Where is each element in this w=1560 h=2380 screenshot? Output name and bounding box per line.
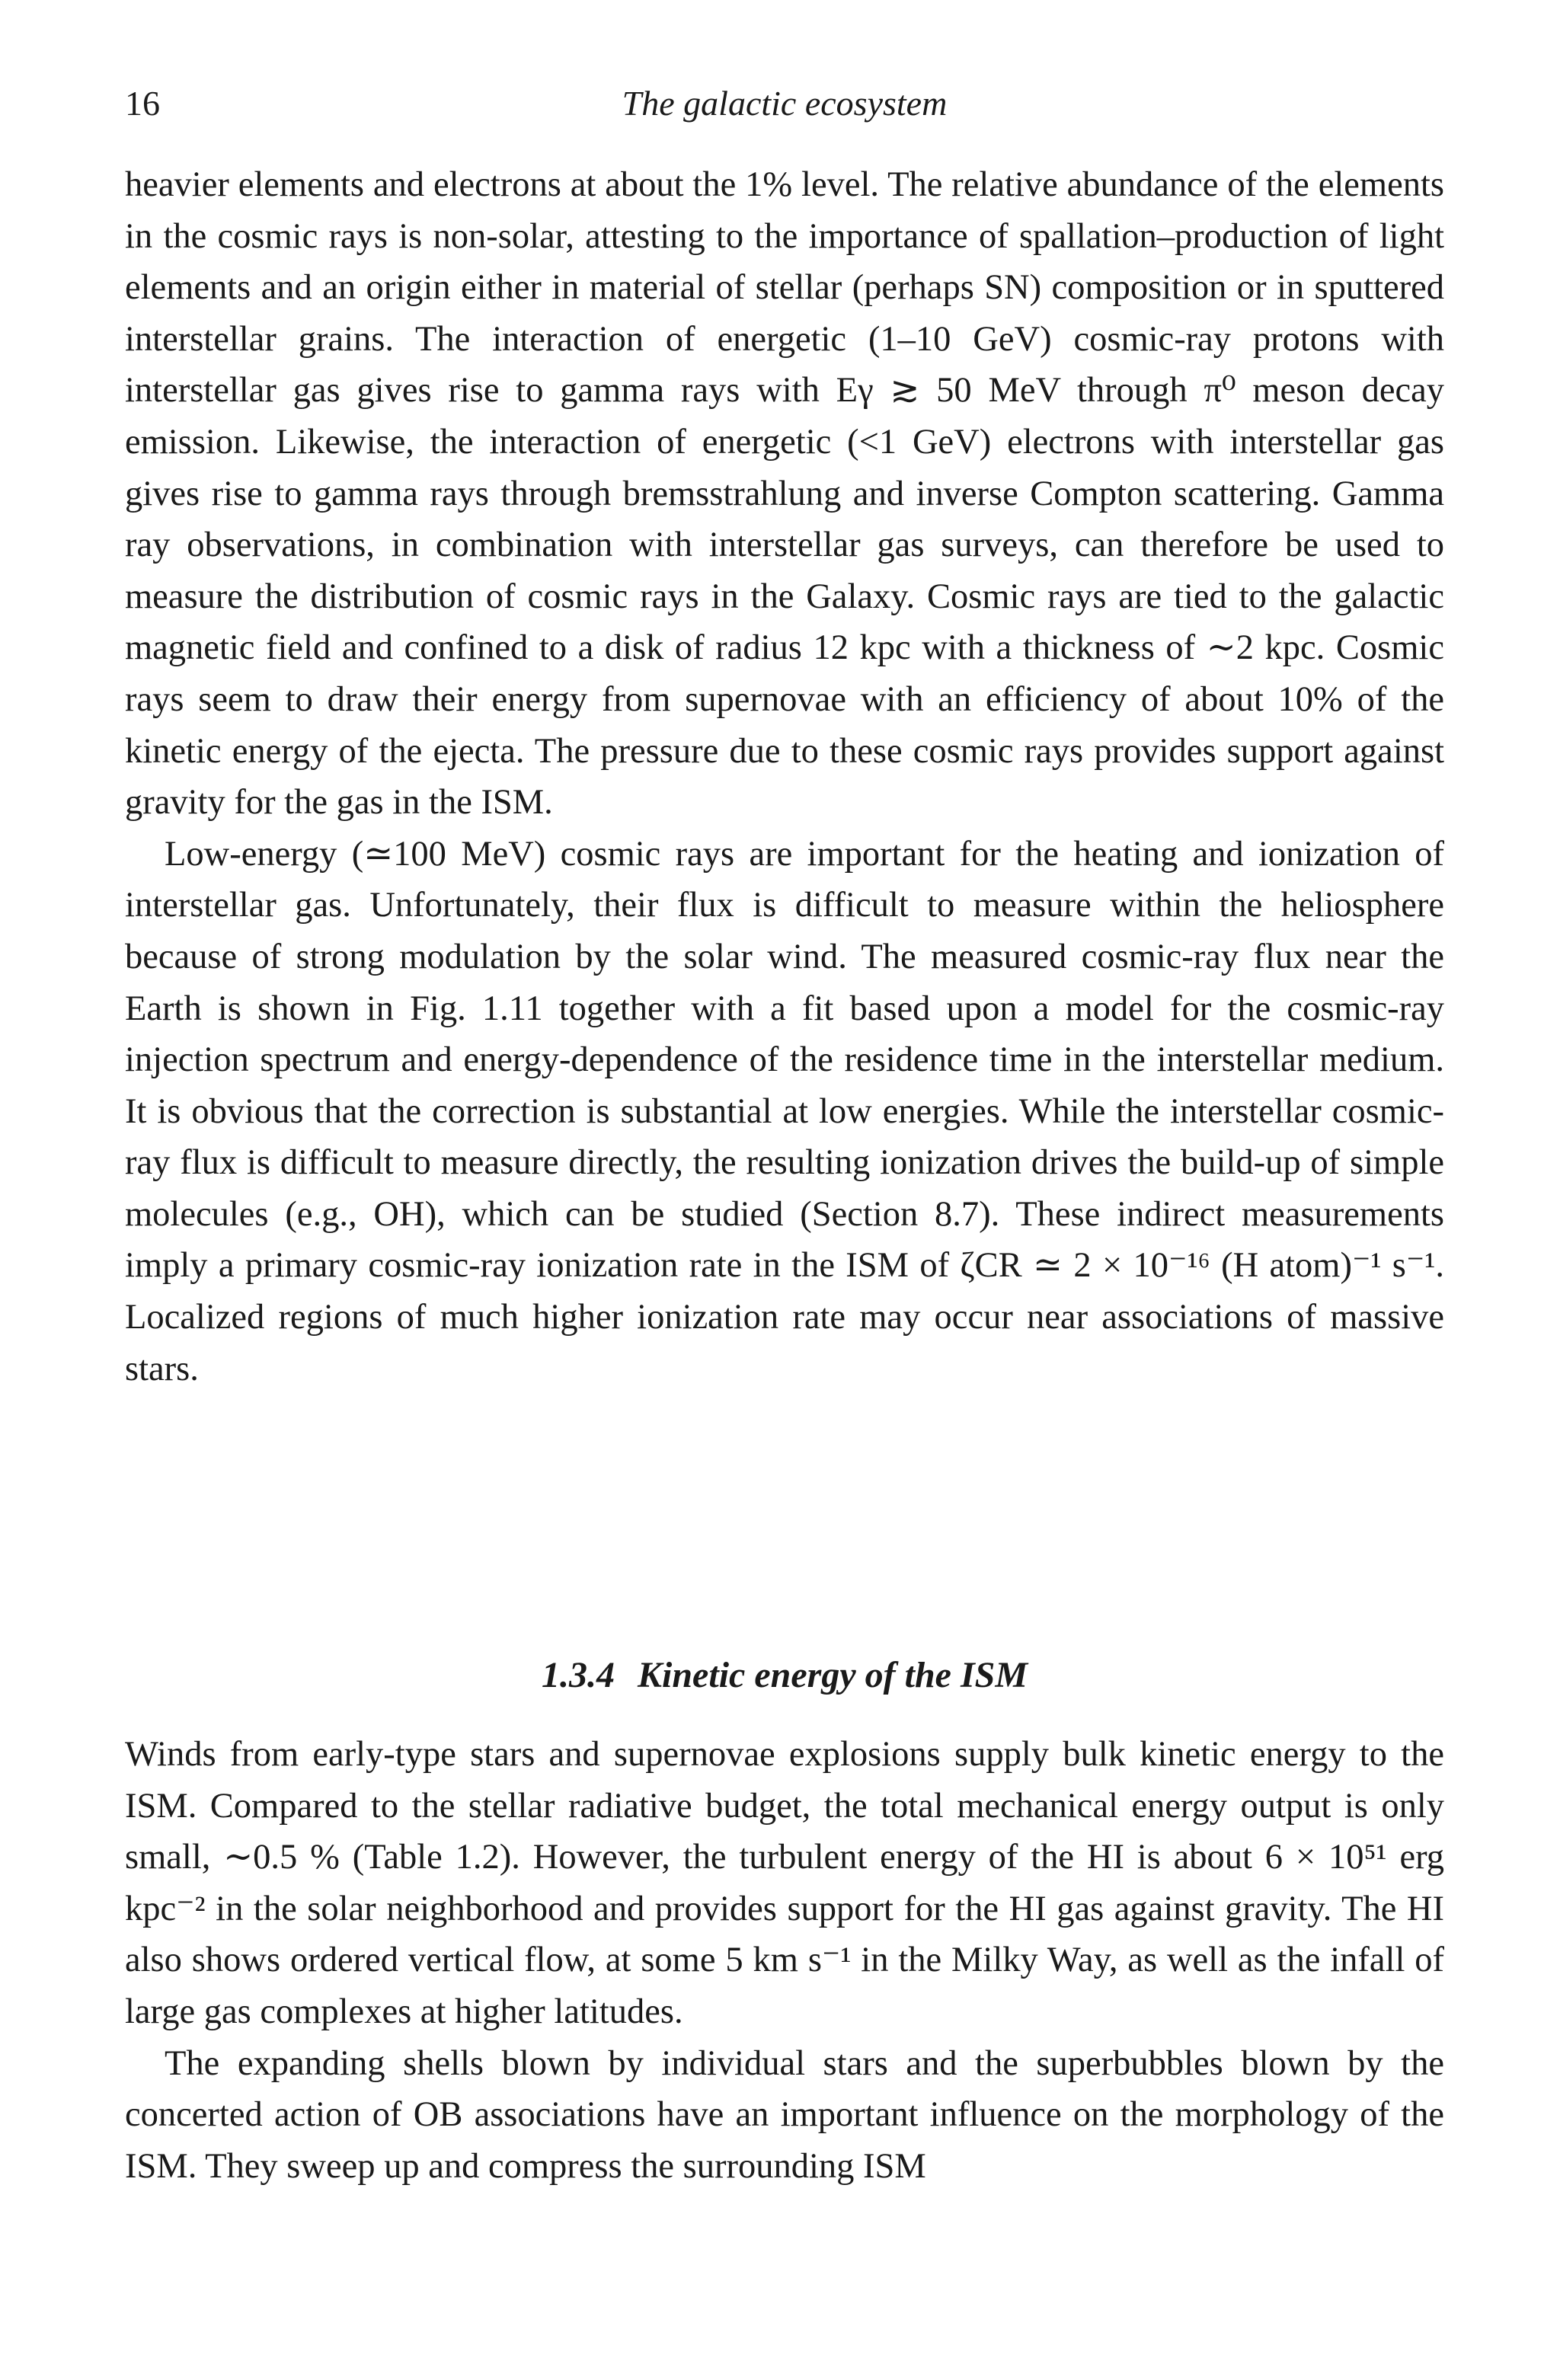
paragraph-low-energy-cosmic-rays: Low-energy (≃100 MeV) cosmic rays are important for the heating and ionization of interstellar gas. Unfortunately, their flux is difficult to measure within the heliosphere because of strong modulation by the solar wind. The measured cosmic-ray flux near the Earth is shown in Fig. 1.11 together with a fit based upon a model for the cosmic-ray injection spectrum and energy-dependence of the residence time in the interstellar medium. It is obvious that the correction is substantial at low energies. While the interstellar cosmic-ray flux is difficult to measure directly, the resulting ionization drives the build-up of simple molecules (e.g., OH), which can be studied (Section 8.7). These indirect measurements imply a primary cosmic-ray ionization rate in the ISM of ζCR ≃ 2 × 10⁻¹⁶ (H atom)⁻¹ s⁻¹. Localized regions of much higher ionization rate may occur near associations of massive stars. [125, 834, 1444, 1388]
section-title: Kinetic energy of the ISM [638, 1655, 1028, 1695]
section-heading [125, 1648, 1444, 1703]
paragraph-kinetic-energy: Winds from early-type stars and supernovae explosions supply bulk kinetic energy to the ISM. Compared to the stellar radiative budget, the total mechanical energy output is only small, ∼0.5 % (Table 1.2). However, the turbulent energy of the HI is about 6 × 10⁵¹ erg kpc⁻² in the solar neighborhood and provides support for the HI gas against gravity. The HI also shows ordered vertical flow, at some 5 km s⁻¹ in the Milky Way, as well as the infall of large gas complexes at higher latitudes. [125, 1735, 1444, 2031]
running-title: The galactic ecosystem [622, 84, 948, 123]
paragraph-expanding-shells: The expanding shells blown by individual stars and the superbubbles blown by the concerted action of OB associations have an important influence on the morphology of the ISM. They sweep up and compress the surrounding ISM [125, 2043, 1444, 2186]
paragraph-cosmic-rays: heavier elements and electrons at about the 1% level. The relative abundance of the elements in the cosmic rays is non-solar, attesting to the importance of spallation–production of light elements and an origin either in material of stellar (perhaps SN) composition or in sputtered interstellar grains. The interaction of energetic (1–10 GeV) cosmic-ray protons with interstellar gas gives rise to gamma rays with Eγ ≳ 50 MeV through π⁰ meson decay emission. Likewise, the interaction of energetic (<1 GeV) electrons with interstellar gas gives rise to gamma rays through bremsstrahlung and inverse Compton scattering. Gamma ray observations, in combination with interstellar gas surveys, can therefore be used to measure the distribution of cosmic rays in the Galaxy. Cosmic rays are tied to the galactic magnetic field and confined to a disk of radius 12 kpc with a thickness of ∼2 kpc. Cosmic rays seem to draw their energy from supernovae with an efficiency of about 10% of the kinetic energy of the ejecta. The pressure due to these cosmic rays provides support against gravity for the gas in the ISM. [125, 165, 1444, 823]
section-number: 1.3.4 [542, 1655, 615, 1695]
body-text-top [125, 159, 1444, 1394]
page-number: 16 [125, 84, 160, 123]
running-head [125, 81, 1444, 126]
body-text-bottom [125, 1729, 1444, 2192]
